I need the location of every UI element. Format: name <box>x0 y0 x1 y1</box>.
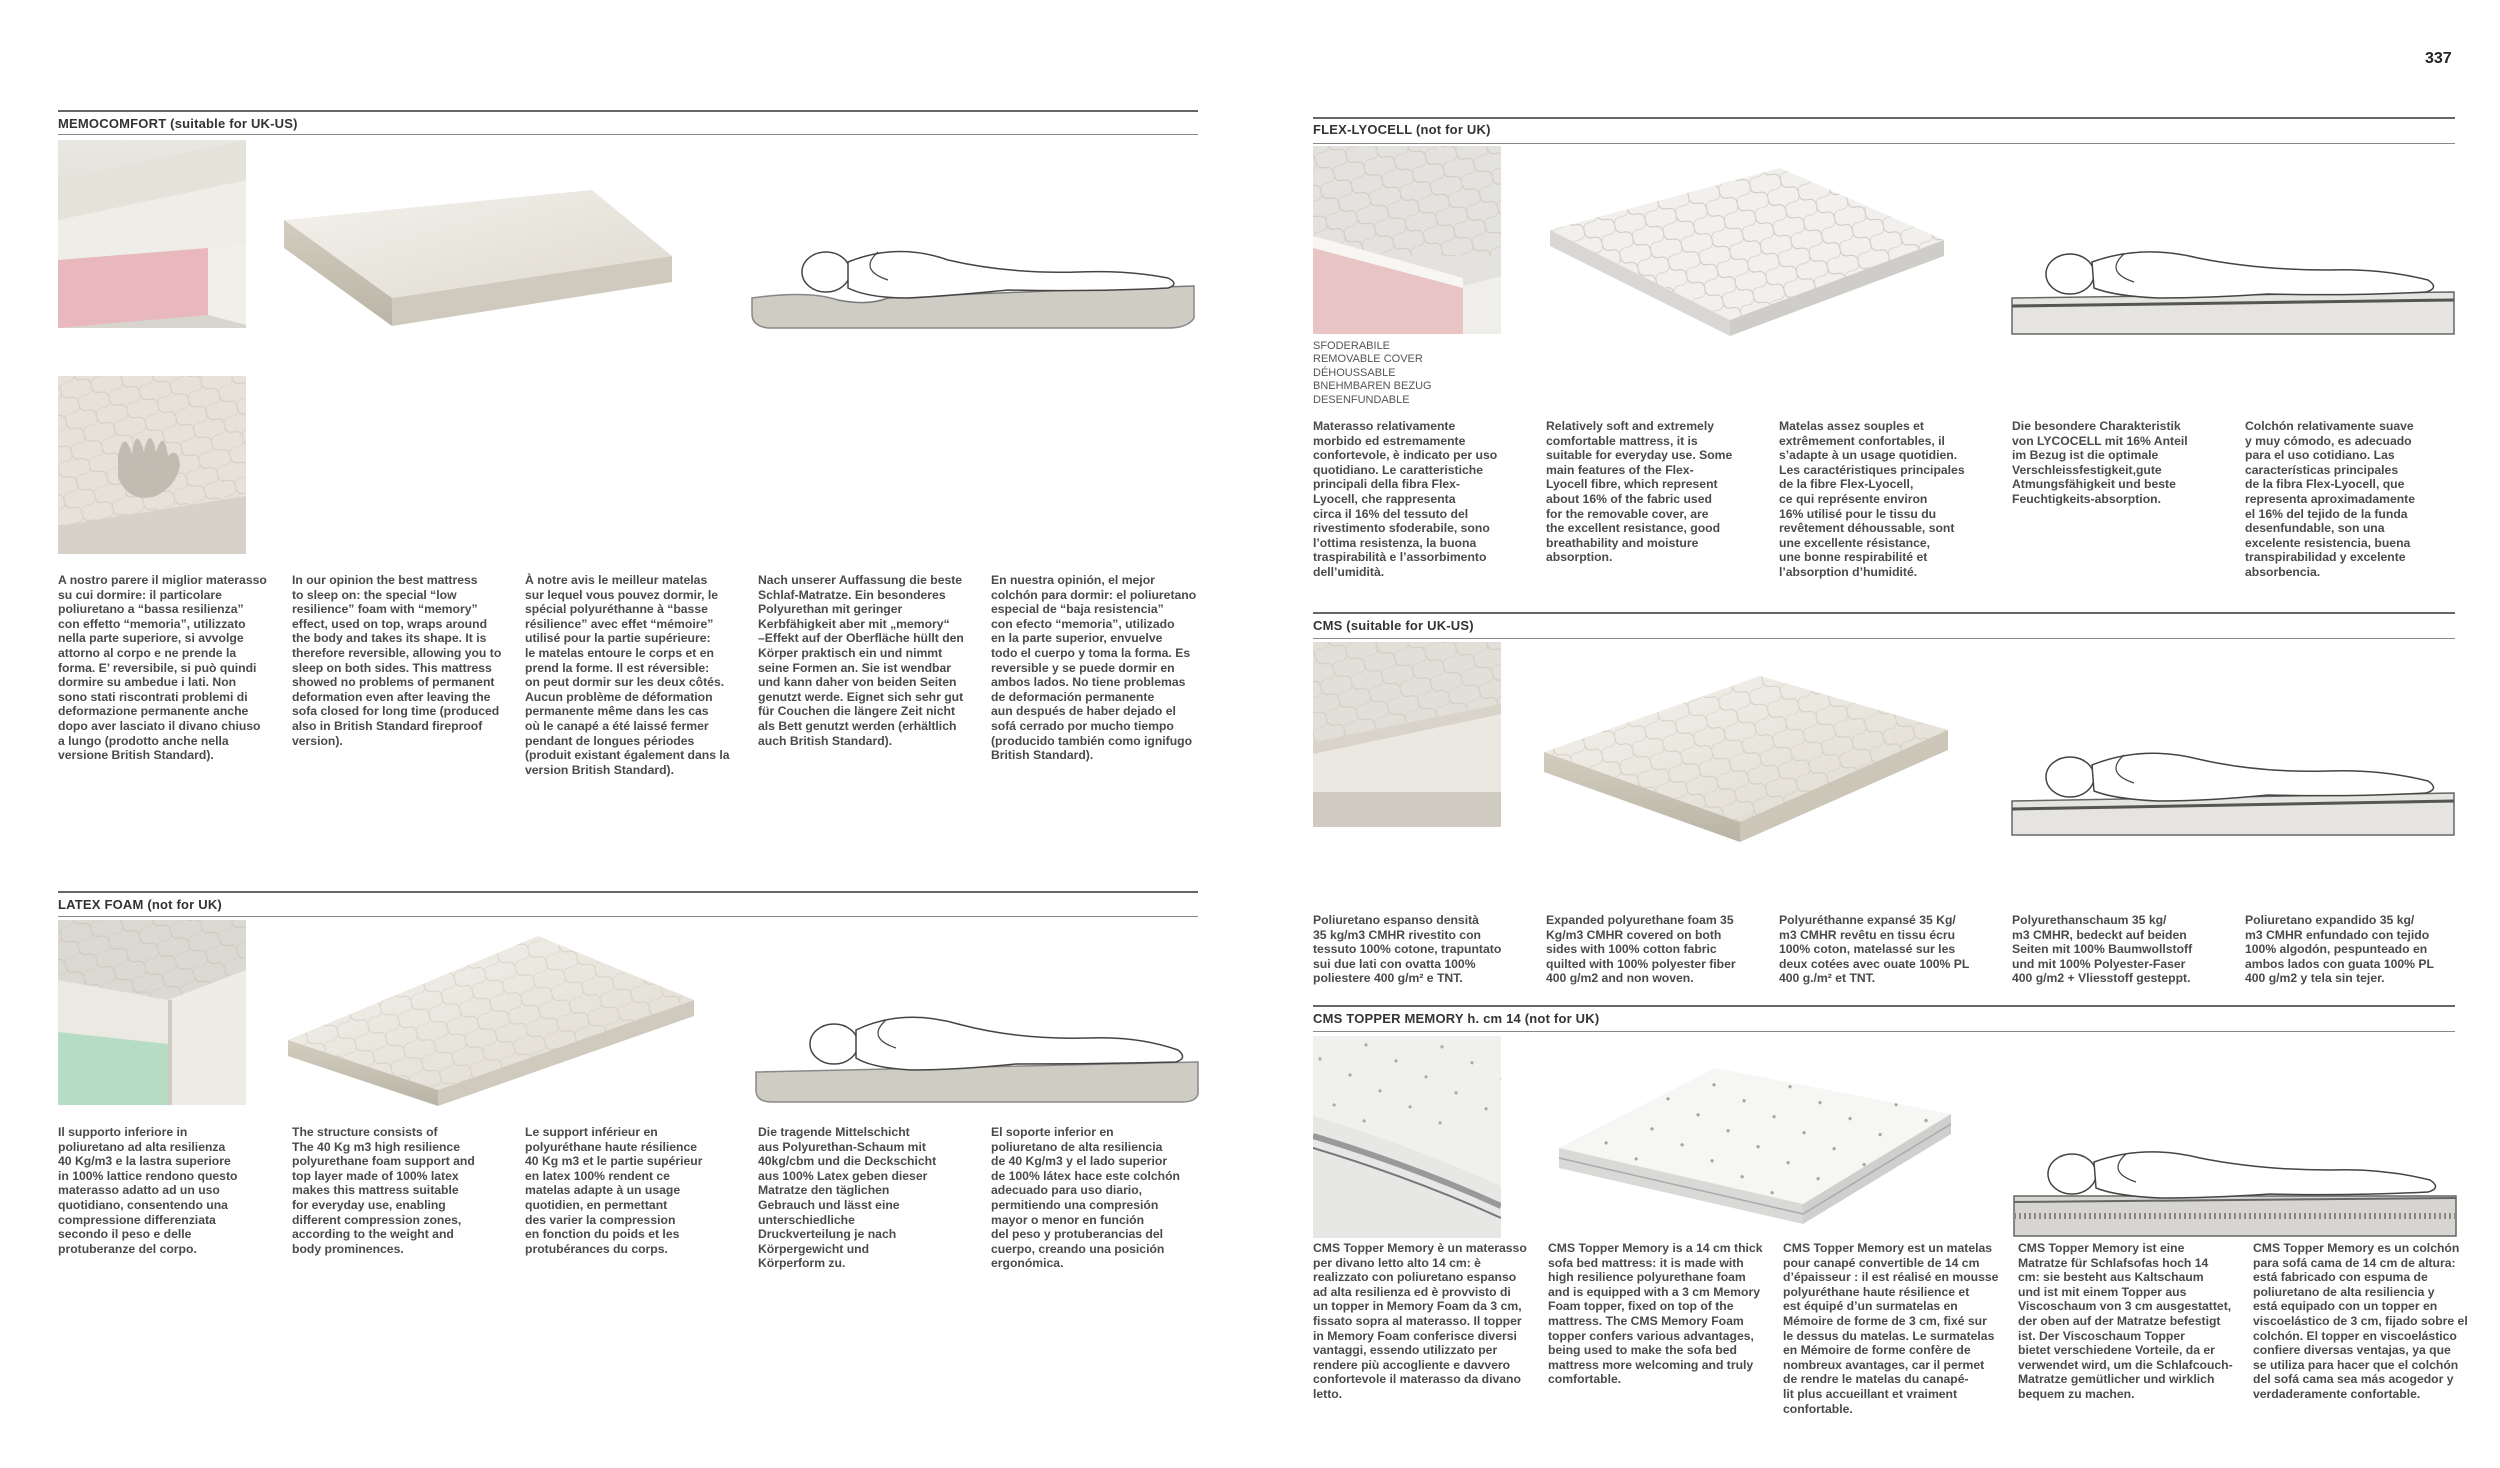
memocomfort-text-it: A nostro parere il miglior materasso su cui dormire: il particolare poliuretano a “bassa resilienza” con effetto “memoria”, utilizzato nella parte superiore, si avvolge attorno al corpo e ne prende la forma. E’ reversibile, si può quindi dormire su ambedue i lati. Non sono stati riscontrati problemi di deformazione permanente anche dopo aver lasciato il divano chiuso a lungo (prodotto anche nella versione British Standard). <box>58 573 267 763</box>
cms-text-en: Expanded polyurethane foam 35 Kg/m3 CMHR covered on both sides with 100% cotton fabric quilted with 100% polyester fiber 400 g/m2 and non woven. <box>1546 913 1736 986</box>
latex-text-es: El soporte inferior en poliuretano de alta resiliencia de 40 Kg/m3 y el lado superior de 100% látex hace este colchón adecuado para uso diario, permitiendo una compresión mayor o menor en función del peso y protuberancias del cuerpo, creando una posición ergonómica. <box>991 1125 1180 1271</box>
mattress-photo <box>272 148 672 348</box>
sleeping-figure-illustration <box>2008 240 2458 340</box>
section-rule <box>1313 1005 2455 1007</box>
memocomfort-text-es: En nuestra opinión, el mejor colchón para dormir: el poliuretano especial de “baja resistencia” con efecto “memoria”, utilizado en la parte superior, envuelve todo el cuerpo y toma la forma. Es reversible y se puede dormir en ambos lados. No tiene problemas de deformación permanente aun después de haber dejado el sofá cerrado por mucho tiempo (producido también como ignifugo British Standard). <box>991 573 1197 763</box>
section-rule <box>1313 143 2455 144</box>
mattress-photo <box>1555 1058 1955 1230</box>
section-title-latex-foam: LATEX FOAM (not for UK) <box>58 897 222 912</box>
mattress-photo <box>288 930 698 1110</box>
sleeping-figure-illustration <box>748 240 1198 332</box>
cross-section-photo <box>1313 642 1501 827</box>
cms-topper-text-fr: CMS Topper Memory est un matelas pour canapé convertible de 14 cm d’épaisseur : il est réalisé en mousse polyuréthane haute résilience et est équipé d’un surmatelas en Mémoire de forme de 3 cm, fixé sur le dessus du matelas. Le surmatelas en Mémoire de forme confère de nombreux avantages, car il permet de rendre le matelas du canapé- lit plus accueillant et vraiment confortable. <box>1783 1241 1999 1416</box>
section-rule <box>1313 638 2455 639</box>
section-rule <box>1313 117 2455 119</box>
cross-section-photo <box>1313 1036 1501 1238</box>
mattress-photo <box>1540 160 1952 340</box>
section-rule <box>58 916 1198 917</box>
page-number: 337 <box>2425 50 2452 67</box>
flex-text-en: Relatively soft and extremely comfortable mattress, it is suitable for everyday use. Some main features of the Flex- Lyocell fibre, which represent about 16% of the fabric used for the removable cover, are the excellent resistance, good breathability and moisture absorption. <box>1546 419 1733 565</box>
cms-text-fr: Polyuréthanne expansé 35 Kg/ m3 CMHR revêtu en tissu écru 100% coton, matelassé sur les deux cotées avec ouate 100% PL 400 g./m² et TNT. <box>1779 913 1970 986</box>
cms-text-it: Poliuretano espanso densità 35 kg/m3 CMHR rivestito con tessuto 100% cotone, trapuntato sui due lati con ovatta 100% poliestere 400 g/m² e TNT. <box>1313 913 1502 986</box>
cms-topper-text-de: CMS Topper Memory ist eine Matratze für Schlafsofas hoch 14 cm: sie besteht aus Kaltschaum und ist mit einem Topper aus Viscoschaum von 3 cm ausgestattet, der oben auf der Matratze befestigt ist. Der Viscoschaum Topper bietet verschiedene Vorteile, da er verwendet wird, um die Schlafcouch- Matratze gemütlicher und wirklich bequem zu machen. <box>2018 1241 2233 1401</box>
memocomfort-text-fr: À notre avis le meilleur matelas sur lequel vous pouvez dormir, le spécial polyuréthanne à “basse résilience” avec effet “mémoire” utilisé pour la partie supérieure: le matelas entoure le corps et en prend la forme. Il est réversible: on peut dormir sur les deux côtés. Aucun problème de déformation permanente même dans les cas où le canapé a été laissé fermer pendant de longues périodes (produit existant également dans la version British Standard). <box>525 573 730 777</box>
cross-section-photo <box>1313 146 1501 334</box>
section-title-flex-lyocell: FLEX-LYOCELL (not for UK) <box>1313 122 1491 137</box>
section-rule <box>58 891 1198 893</box>
cms-topper-text-es: CMS Topper Memory es un colchón para sofá cama de 14 cm de altura: está fabricado con espuma de poliuretano de alta resiliencia y está equipado con un topper en viscoelástico de 3 cm, fijado sobre el colchón. El topper en viscoelástico confiere diversas ventajas, ya que se utiliza para hacer que el colchón del sofá cama sea más acogedor y verdaderamente confortable. <box>2253 1241 2468 1401</box>
removable-cover-labels: SFODERABILE REMOVABLE COVER DÉHOUSSABLE BNEHMBAREN BEZUG DESENFUNDABLE <box>1313 340 1432 406</box>
section-rule <box>1313 612 2455 614</box>
section-title-cms-topper: CMS TOPPER MEMORY h. cm 14 (not for UK) <box>1313 1011 1600 1026</box>
sleeping-figure-illustration <box>2008 735 2458 840</box>
cross-section-photo <box>58 920 246 1105</box>
section-rule <box>1313 1031 2455 1032</box>
latex-text-en: The structure consists of The 40 Kg m3 high resilience polyurethane foam support and top layer made of 100% latex makes this mattress suitable for everyday use, enabling different compression zones, according to the weight and body prominences. <box>292 1125 475 1256</box>
flex-text-fr: Matelas assez souples et extrêmement confortables, il s’adapte à un usage quotidien. Les caractéristiques principales de la fibre Flex-Lyocell, ce qui représente environ 16% utilisé pour le tissu du revêtement déhoussable, sont une excellente résistance, une bonne respirabilité et l’absorption d’humidité. <box>1779 419 1965 579</box>
mattress-photo <box>1540 672 1952 847</box>
sleeping-figure-illustration <box>2010 1140 2460 1240</box>
memocomfort-text-de: Nach unserer Auffassung die beste Schlaf-Matratze. Ein besonderes Polyurethan mit geringer Kerbfähigkeit aber mit „memory“ –Effekt auf der Oberfläche hüllt den Körper praktisch ein und nimmt seine Formen an. Sie ist wendbar und kann daher von beiden Seiten genutzt werde. Eignet sich sehr gut für Couchen die längere Zeit nicht als Bett genutzt werden (erhältlich auch British Standard). <box>758 573 964 748</box>
cross-section-photo <box>58 140 246 328</box>
latex-text-it: Il supporto inferiore in poliuretano ad alta resilienza 40 Kg/m3 e la lastra superiore in 100% lattice rendono questo materasso adatto ad un uso quotidiano, consentendo una compressione differenziata secondo il peso e delle protuberanze del corpo. <box>58 1125 238 1256</box>
latex-text-de: Die tragende Mittelschicht aus Polyurethan-Schaum mit 40kg/cbm und die Deckschicht aus 100% Latex geben dieser Matratze den täglichen Gebrauch und lässt eine unterschiedliche Druckverteilung je nach Körpergewicht und Körperform zu. <box>758 1125 937 1271</box>
section-title-memocomfort: MEMOCOMFORT (suitable for UK-US) <box>58 116 298 131</box>
cms-text-es: Poliuretano expandido 35 kg/ m3 CMHR enfundado con tejido 100% algodón, pespunteado en ambos lados con guata 100% PL 400 g/m2 y tela sin tejer. <box>2245 913 2434 986</box>
flex-text-it: Materasso relativamente morbido ed estremamente confortevole, è indicato per uso quotidiano. Le caratteristiche principali della fibra Flex- Lyocell, che rappresenta circa il 16% del tessuto del rivestimento sfoderabile, sono l’ottima resistenza, la buona traspirabilità e l’assorbimento dell’umidità. <box>1313 419 1498 579</box>
section-rule <box>58 134 1198 135</box>
sleeping-figure-illustration <box>752 1000 1202 1105</box>
latex-text-fr: Le support inférieur en polyuréthane haute résilience 40 Kg m3 et le partie supérieur en latex 100% rendent ce matelas adapte à un usage quotidien, en permettant des varier la compression en fonction du poids et les protubérances du corps. <box>525 1125 703 1256</box>
cms-text-de: Polyurethanschaum 35 kg/ m3 CMHR, bedeckt auf beiden Seiten mit 100% Baumwollstoff und mit 100% Polyester-Faser 400 g/m2 + Vliesstoff gesteppt. <box>2012 913 2193 986</box>
cms-topper-text-en: CMS Topper Memory is a 14 cm thick sofa bed mattress: it is made with high resilience polyurethane foam and is equipped with a 3 cm Memory Foam topper, fixed on top of the mattress. The CMS Memory Foam topper confers various advantages, being used to make the sofa bed mattress more welcoming and truly comfortable. <box>1548 1241 1763 1387</box>
flex-text-es: Colchón relativamente suave y muy cómodo, es adecuado para el uso cotidiano. Las características principales de la fibra Flex-Lyocell, que representa aproximadamente el 16% del tejido de la funda desenfundable, son una excelente resistencia, buena transpirabilidad y excelente absorbencia. <box>2245 419 2416 579</box>
section-rule <box>58 110 1198 112</box>
mattress-handprint-photo <box>58 376 246 554</box>
flex-text-de: Die besondere Charakteristik von LYCOCELL mit 16% Anteil im Bezug ist die optimale Verschleissfestigkeit,gute Atmungsfähigkeit und beste Feuchtigkeits-absorption. <box>2012 419 2188 506</box>
memocomfort-text-en: In our opinion the best mattress to sleep on: the special “low resilience” foam with “memory” effect, used on top, wraps around the body and takes its shape. It is therefore reversible, allowing you to sleep on both sides. This mattress showed no problems of permanent deformation even after leaving the sofa closed for long time (produced also in British Standard fireproof version). <box>292 573 502 748</box>
cms-topper-text-it: CMS Topper Memory è un materasso per divano letto alto 14 cm: è realizzato con poliuretano espanso ad alta resilienza ed è provvisto di un topper in Memory Foam da 3 cm, fissato sopra al materasso. Il topper in Memory Foam conferisce diversi vantaggi, essendo utilizzato per rendere più accogliente e davvero confortevole il materasso da divano letto. <box>1313 1241 1527 1401</box>
section-title-cms: CMS (suitable for UK-US) <box>1313 618 1474 633</box>
